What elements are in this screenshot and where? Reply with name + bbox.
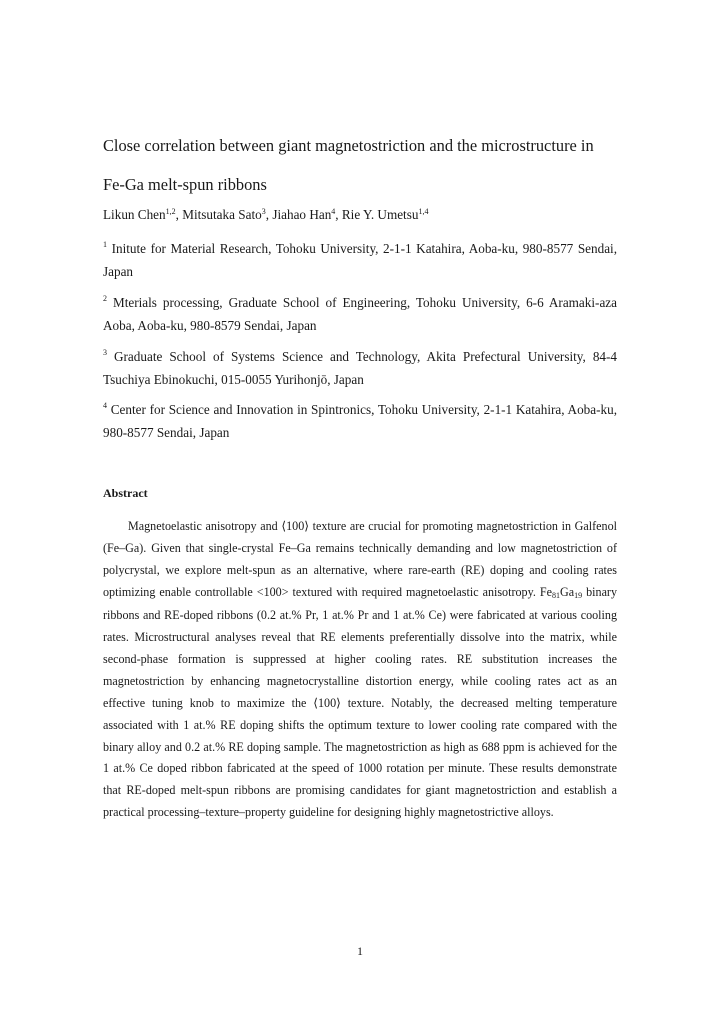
affiliation	[103, 345, 617, 391]
author-affiliation-marker: 3	[261, 207, 266, 216]
page-number: 1	[357, 944, 363, 958]
author-affiliation-marker: 1,4	[418, 207, 429, 216]
affiliation	[103, 291, 617, 337]
abstract-heading: Abstract	[103, 486, 148, 500]
author: Jiahao Han$^4$,	[272, 207, 342, 222]
affiliation-number: 4	[103, 401, 107, 410]
affiliation	[103, 398, 617, 444]
abstract-body: Magnetoelastic anisotropy and ⟨100⟩ texture are crucial for promoting magnetostriction in Galfenol (Fe–Ga). Given that single-crystal Fe–Ga remains technically demanding and low magnetostriction of polycrystal, we explore melt-spun as an alternative, where rare-earth (RE) doping and cooling rates optimizing enable controllable <100> textured with required magnetoelastic anisotropy. $Fe_{81}Ga_{19}$ binary ribbons and RE-doped ribbons (0.2 at.% Pr, 1 at.% Pr and 1 at.% Ce) were fabricated at various cooling rates. Microstructural analyses reveal that RE elements preferentially dissolve into the matrix, while second-phase formation is suppressed at higher cooling rates. RE substitution increases the magnetostriction by enhancing magnetocrystalline distortion energy, while cooling rates act as an effective tuning knob to maximize the ⟨100⟩ texture. Notably, the decreased melting temperature associated with 1 at.% RE doping shifts the optimum texture to lower cooling rate compared with the binary alloy and 0.2 at.% RE doping sample. The magnetostriction as high as 688 ppm is achieved for the 1 at.% Ce doped ribbon fabricated at the speed of 1000 rotation per minute. These results demonstrate that RE-doped melt-spun ribbons are promising candidates for giant magnetostriction and establish a practical processing–texture–property guideline for designing highly magnetostrictive alloys.	[103, 519, 618, 820]
author-list	[103, 206, 428, 224]
affiliation	[103, 237, 617, 283]
affiliation-number: 1	[103, 240, 107, 249]
author-affiliation-marker: 1,2	[165, 207, 176, 216]
affiliation-text: Graduate School of Systems Science and Technology, Akita Prefectural University, 84-4 Tsuchiya Ebinokuchi, 015-0055 Yurihonjō, Japan	[103, 349, 617, 387]
affiliation-text: Mterials processing, Graduate School of Engineering, Tohoku University, 6-6 Aramaki-aza Aoba, Aoba-ku, 980-8579 Sendai, Japan	[103, 295, 617, 333]
paper-title: Close correlation between giant magnetostriction and the microstructure in Fe-Ga melt-spun ribbons	[103, 136, 594, 194]
author: Rie Y. Umetsu$^{1,4}$	[341, 207, 429, 222]
affiliation-text: Initute for Material Research, Tohoku University, 2-1-1 Katahira, Aoba-ku, 980-8577 Sendai, Japan	[103, 241, 618, 279]
affiliation-text: Center for Science and Innovation in Spintronics, Tohoku University, 2-1-1 Katahira, Aoba-ku, 980-8577 Sendai, Japan	[103, 402, 618, 440]
author: Likun Chen$^{1,2}$,	[103, 207, 183, 222]
author: Mitsutaka Sato$^3$,	[182, 207, 273, 222]
affiliation-number: 2	[103, 294, 107, 303]
author-affiliation-marker: 4	[331, 207, 336, 216]
affiliation-number: 3	[103, 348, 107, 357]
